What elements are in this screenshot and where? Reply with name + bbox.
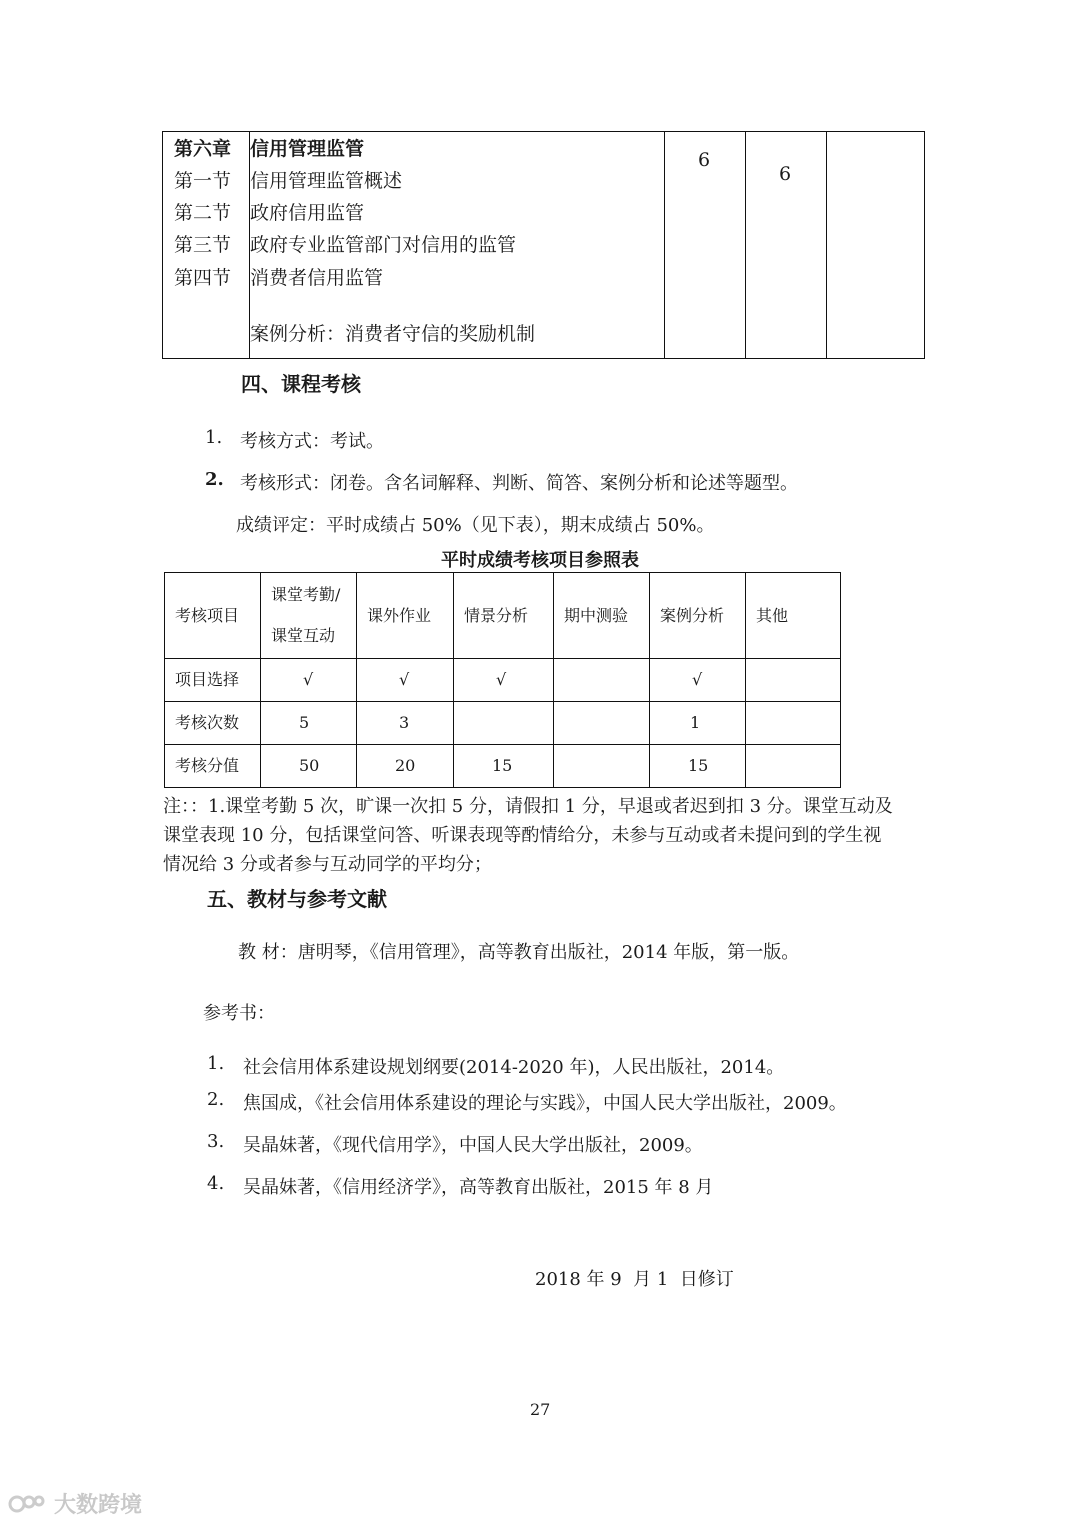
grade-table	[164, 572, 841, 788]
reference-number: 1.	[207, 1053, 225, 1074]
section-title: 政府专业监管部门对信用的监管	[250, 234, 517, 256]
table-row	[165, 659, 841, 702]
table-cell: √	[261, 659, 357, 702]
reference-item: 社会信用体系建设规划纲要(2014-2020 年)，人民出版社，2014。	[243, 1057, 785, 1078]
note-line-3: 情况给 3 分或者参与互动同学的平均分；	[163, 854, 492, 875]
reference-number: 4.	[207, 1173, 225, 1194]
table-row	[165, 702, 841, 745]
section-label: 第一节	[174, 170, 232, 192]
section-title: 信用管理监管概述	[250, 170, 403, 192]
header-cell: 考核项目	[165, 573, 261, 659]
table-cell: 1	[650, 702, 746, 745]
header-cell: 案例分析	[650, 573, 746, 659]
table-header-row	[165, 573, 841, 659]
table-row	[165, 745, 841, 788]
header-cell: 其他	[746, 573, 841, 659]
reference-item: 焦国成，《社会信用体系建设的理论与实践》，中国人民大学出版社，2009。	[243, 1093, 847, 1114]
table-cell: √	[650, 659, 746, 702]
table-cell	[746, 745, 841, 788]
reference-number: 2.	[207, 1089, 225, 1110]
table-cell: 3	[357, 702, 454, 745]
item2-text: 考核形式：闭卷。含名词解释、判断、简答、案例分析和论述等题型。	[240, 473, 798, 494]
section5-heading: 五、教材与参考文献	[207, 887, 387, 911]
chapter-title: 信用管理监管	[250, 138, 365, 160]
table-cell: 20	[357, 745, 454, 788]
item1-number: 1.	[205, 427, 223, 448]
item2-number: 2.	[205, 469, 224, 490]
revision-date: 2018 年 9 月 1 日修订	[535, 1269, 734, 1290]
section-label: 第三节	[174, 234, 232, 256]
header-cell: 课堂考勤/ 课堂互动	[261, 573, 357, 659]
note-line-1: 注：：1.课堂考勤 5 次，旷课一次扣 5 分，请假扣 1 分，早退或者迟到扣 3 分。课堂互动及	[163, 796, 893, 817]
header-cell: 课外作业	[357, 573, 454, 659]
section4-heading: 四、课程考核	[241, 372, 361, 396]
section-label: 第二节	[174, 202, 232, 224]
empty-cell	[827, 132, 925, 359]
table-cell: √	[357, 659, 454, 702]
reference-label: 参考书：	[203, 1003, 275, 1024]
watermark-logo-icon	[8, 1492, 48, 1516]
textbook-line: 教 材：唐明琴，《信用管理》，高等教育出版社，2014 年版，第一版。	[238, 942, 800, 963]
section-title: 消费者信用监管	[250, 267, 384, 289]
header-cell: 情景分析	[454, 573, 554, 659]
watermark-text: 大数跨境	[54, 1493, 143, 1518]
table-cell: 15	[454, 745, 554, 788]
table-cell	[554, 745, 650, 788]
item1-text: 考核方式：考试。	[240, 431, 384, 452]
table-cell: 15	[650, 745, 746, 788]
table-cell	[554, 659, 650, 702]
table-cell: √	[454, 659, 554, 702]
reference-item: 吴晶妹著，《现代信用学》，中国人民大学出版社，2009。	[243, 1135, 703, 1156]
reference-item: 吴晶妹著，《信用经济学》，高等教育出版社，2015 年 8 月	[243, 1177, 714, 1198]
hours-value-1: 6	[698, 149, 711, 171]
section-label: 第四节	[174, 267, 232, 289]
watermark	[8, 1488, 142, 1519]
table-cell	[454, 702, 554, 745]
header-cell: 期中测验	[554, 573, 650, 659]
table-cell	[554, 702, 650, 745]
table-title: 平时成绩考核项目参照表	[441, 550, 639, 571]
case-study: 案例分析：消费者守信的奖励机制	[250, 323, 536, 345]
table-cell: 50	[261, 745, 357, 788]
section-title: 政府信用监管	[250, 202, 365, 224]
grading-text: 成绩评定：平时成绩占 50%（见下表），期末成绩占 50%。	[236, 515, 715, 536]
row-label: 考核次数	[165, 702, 261, 745]
note-line-2: 课堂表现 10 分，包括课堂问答、听课表现等酌情给分，未参与互动或者未提问到的学生视	[163, 825, 882, 846]
row-label: 考核分值	[165, 745, 261, 788]
reference-number: 3.	[207, 1131, 225, 1152]
hours-value-2: 6	[779, 163, 792, 185]
page-number: 27	[530, 1400, 551, 1419]
row-label: 项目选择	[165, 659, 261, 702]
chapter-label: 第六章	[174, 138, 232, 160]
table-cell	[746, 702, 841, 745]
table-cell	[746, 659, 841, 702]
table-cell: 5	[261, 702, 357, 745]
